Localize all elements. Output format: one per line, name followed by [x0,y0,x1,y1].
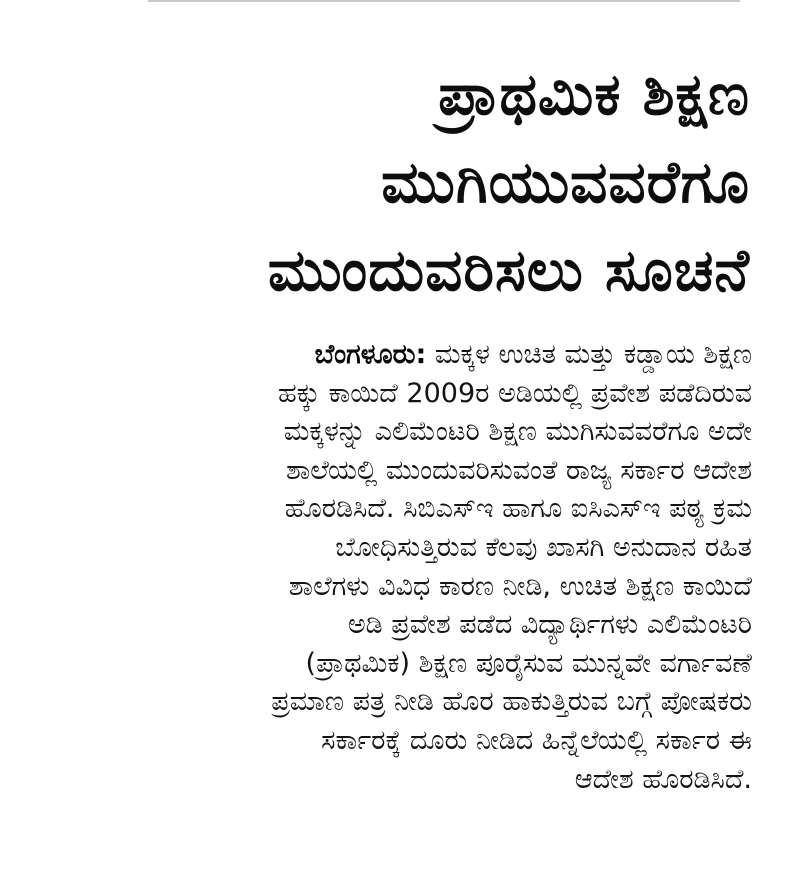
body-line-7: ಶಾಲೆಗಳು ವಿವಿಧ ಕಾರಣ ನೀಡಿ, ಉಚಿತ ಶಿಕ್ಷಣ ಕಾಯಿದೆ [288,570,752,602]
headline-line-2: ಮುಗಿಯುವವರೆಗೂ [381,148,750,216]
body-line-3: ಮಕ್ಕಳನ್ನು ಎಲಿಮೆಂಟರಿ ಶಿಕ್ಷಣ ಮುಗಿಸುವವರೆಗೂ ಅದೇ [283,416,752,448]
body-line-11: ಸರ್ಕಾರಕ್ಕೆ ದೂರು ನೀಡಿದ ಹಿನ್ನೆಲೆಯಲ್ಲಿ ಸರ್ಕಾರ ಈ [321,724,752,756]
headline-line-3: ಮುಂದುವರಿಸಲು ಸೂಚನೆ [267,236,750,304]
dateline: ಬೆಂಗಳೂರು: [314,339,427,370]
body-line-2: ಹಕ್ಕು ಕಾಯಿದೆ 2009ರ ಅಡಿಯಲ್ಲಿ ಪ್ರವೇಶ ಪಡೆದಿರುವ [278,377,752,409]
body-line-1-text: ಮಕ್ಕಳ ಉಚಿತ ಮತ್ತು ಕಡ್ಡಾಯ ಶಿಕ್ಷಣ [426,339,752,370]
body-line-10: ಪ್ರಮಾಣ ಪತ್ರ ನೀಡಿ ಹೊರ ಹಾಕುತ್ತಿರುವ ಬಗ್ಗೆ ಪೋಷಕರು [271,686,752,718]
article-body [132,336,752,799]
body-line-8: ಅಡಿ ಪ್ರವೇಶ ಪಡೆದ ವಿದ್ಯಾರ್ಥಿಗಳು ಎಲಿಮೆಂಟರಿ [347,609,752,641]
body-line-1 [132,336,752,375]
body-line-12: ಆದೇಶ ಹೊರಡಿಸಿದೆ. [574,763,752,795]
body-line-6: ಬೋಧಿಸುತ್ತಿರುವ ಕೆಲವು ಖಾಸಗಿ ಅನುದಾನ ರಹಿತ [335,531,752,563]
headline [130,50,750,314]
headline-line-1: ಪ್ರಾಥಮಿಕ ಶಿಕ್ಷಣ [438,60,750,128]
body-line-4: ಶಾಲೆಯಲ್ಲಿ ಮುಂದುವರಿಸುವಂತೆ ರಾಜ್ಯ ಸರ್ಕಾರ ಆದೇಶ [285,454,752,486]
body-line-5: ಹೊರಡಿಸಿದೆ. ಸಿಬಿಎಸ್‌ಇ ಹಾಗೂ ಐಸಿಎಸ್‌ಇ ಪಠ್ಯ ಕ್ರಮ [284,493,752,525]
body-line-9: (ಪ್ರಾಥಮಿಕ) ಶಿಕ್ಷಣ ಪೂರೈಸುವ ಮುನ್ನವೇ ವರ್ಗಾವಣೆ [305,647,752,679]
